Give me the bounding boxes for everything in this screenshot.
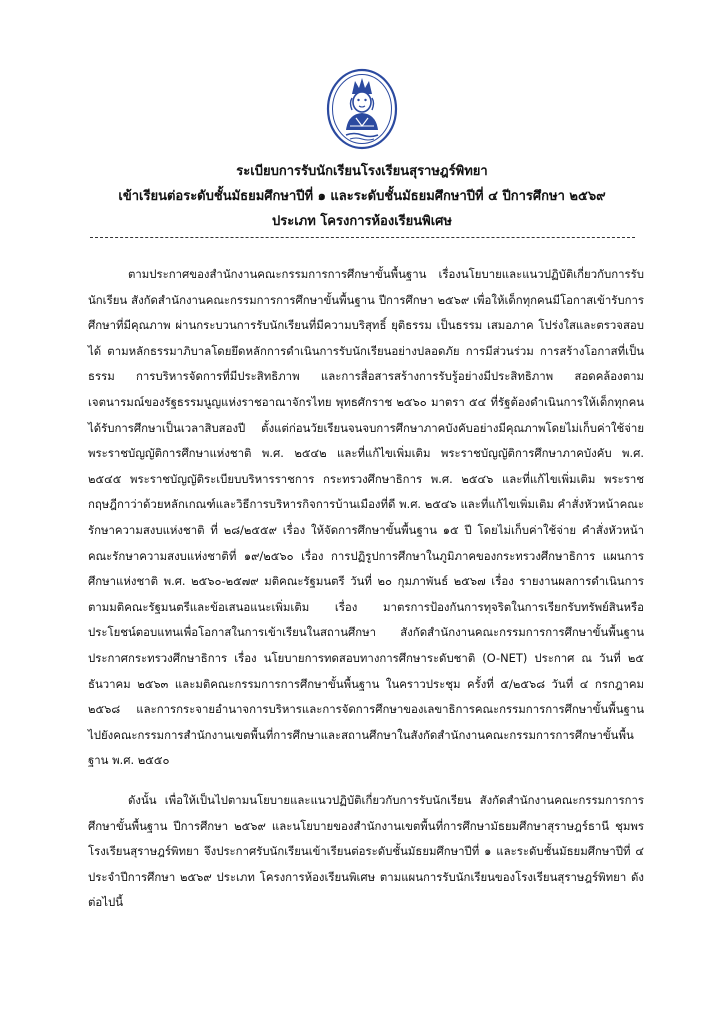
document-title: ระเบียบการรับนักเรียนโรงเรียนสุราษฎร์พิทยา [236, 164, 488, 179]
document-subtitle: เข้าเรียนต่อระดับชั้นมัธยมศึกษาปีที่ ๑ และระดับชั้นมัธยมศึกษาปีที่ ๔ ปีการศึกษา ๒๕๖๙ [118, 189, 606, 204]
school-seal-icon [326, 68, 398, 150]
body-paragraph-2: ดังนั้น เพื่อให้เป็นไปตามนโยบายและแนวปฏิบัติเกี่ยวกับการรับนักเรียน สังกัดสำนักงานคณะกรรมการการศึกษาขั้นพื้นฐาน ปีการศึกษา ๒๕๖๙ และนโยบายของสำนักงานเขตพื้นที่การศึกษามัธยมศึกษาสุราษฎร์ธานี ชุมพร โรงเรียนสุราษฎร์พิทยา จึงประกาศรับนักเรียนเข้าเรียนต่อระดับชั้นมัธยมศึกษาปีที่ ๑ และระดับชั้นมัธยมศึกษาปีที่ ๔ ประจำปีการศึกษา ๒๕๖๙ ประเภท โครงการห้องเรียนพิเศษ ตามแผนการรับนักเรียนของโรงเรียนสุราษฎร์พิทยา ดังต่อไปนี้ [88, 793, 644, 910]
dashed-divider [90, 237, 635, 238]
document-category: ประเภท โครงการห้องเรียนพิเศษ [272, 214, 452, 229]
body-paragraph-1: ตามประกาศของสำนักงานคณะกรรมการการศึกษาขั้นพื้นฐาน เรื่องนโยบายและแนวปฏิบัติเกี่ยวกับการรับนักเรียน สังกัดสำนักงานคณะกรรมการการศึกษาขั้นพื้นฐาน ปีการศึกษา ๒๕๖๙ เพื่อให้เด็กทุกคนมีโอกาสเข้ารับการศึกษาที่มีคุณภาพ ผ่านกระบวนการรับนักเรียนที่มีความบริสุทธิ์ ยุติธรรม เป็นธรรม เสมอภาค โปร่งใสและตรวจสอบได้ ตามหลักธรรมาภิบาลโดยยึดหลักการดำเนินการรับนักเรียนอย่างปลอดภัย การมีส่วนร่วม การสร้างโอกาสที่เป็นธรรม การบริหารจัดการที่มีประสิทธิภาพ และการสื่อสารสร้างการรับรู้อย่างมีประสิทธิภาพ สอดคล้องตามเจตนารมณ์ของรัฐธรรมนูญแห่งราชอาณาจักรไทย พุทธศักราช ๒๕๖๐ มาตรา ๕๔ ที่รัฐต้องดำเนินการให้เด็กทุกคนได้รับการศึกษาเป็นเวลาสิบสองปี ตั้งแต่ก่อนวัยเรียนจนจบการศึกษาภาคบังคับอย่างมีคุณภาพโดยไม่เก็บค่าใช้จ่าย พระราชบัญญัติการศึกษาแห่งชาติ พ.ศ. ๒๕๔๒ และที่แก้ไขเพิ่มเติม พระราชบัญญัติการศึกษาภาคบังคับ พ.ศ. ๒๕๔๕ พระราชบัญญัติระเบียบบริหารราชการ กระทรวงศึกษาธิการ พ.ศ. ๒๕๔๖ และที่แก้ไขเพิ่มเติม พระราชกฤษฎีกาว่าด้วยหลักเกณฑ์และวิธีการบริหารกิจการบ้านเมืองที่ดี พ.ศ. ๒๕๔๖ และที่แก้ไขเพิ่มเติม คำสั่งหัวหน้าคณะรักษาความสงบแห่งชาติ ที่ ๒๘/๒๕๕๙ เรื่อง ให้จัดการศึกษาขั้นพื้นฐาน ๑๕ ปี โดยไม่เก็บค่าใช้จ่าย คำสั่งหัวหน้าคณะรักษาความสงบแห่งชาติที่ ๑๙/๒๕๖๐ เรื่อง การปฏิรูปการศึกษาในภูมิภาคของกระทรวงศึกษาธิการ แผนการศึกษาแห่งชาติ พ.ศ. ๒๕๖๐-๒๕๗๙ มติคณะรัฐมนตรี วันที่ ๒๐ กุมภาพันธ์ ๒๕๖๗ เรื่อง รายงานผลการดำเนินการตามมติคณะรัฐมนตรีและข้อเสนอแนะเพิ่มเติม เรื่อง มาตรการป้องกันการทุจริตในการเรียกรับทรัพย์สินหรือประโยชน์ตอบแทนเพื่อโอกาสในการเข้าเรียนในสถานศึกษา สังกัดสำนักงานคณะกรรมการการศึกษาขั้นพื้นฐาน ประกาศกระทรวงศึกษาธิการ เรื่อง นโยบายการทดสอบทางการศึกษาระดับชาติ (O-NET) ประกาศ ณ วันที่ ๒๕ ธันวาคม ๒๕๖๓ และมติคณะกรรมการการศึกษาขั้นพื้นฐาน ในคราวประชุม ครั้งที่ ๕/๒๕๖๘ วันที่ ๔ กรกฎาคม ๒๕๖๘ และการกระจายอำนาจการบริหารและการจัดการศึกษาของเลขาธิการคณะกรรมการการศึกษาขั้นพื้นฐานไปยังคณะกรรมการสำนักงานเขตพื้นที่การศึกษาและสถานศึกษาในสังกัดสำนักงานคณะกรรมการการศึกษาขั้นพื้นฐาน พ.ศ. ๒๕๕๐ [88, 267, 644, 768]
